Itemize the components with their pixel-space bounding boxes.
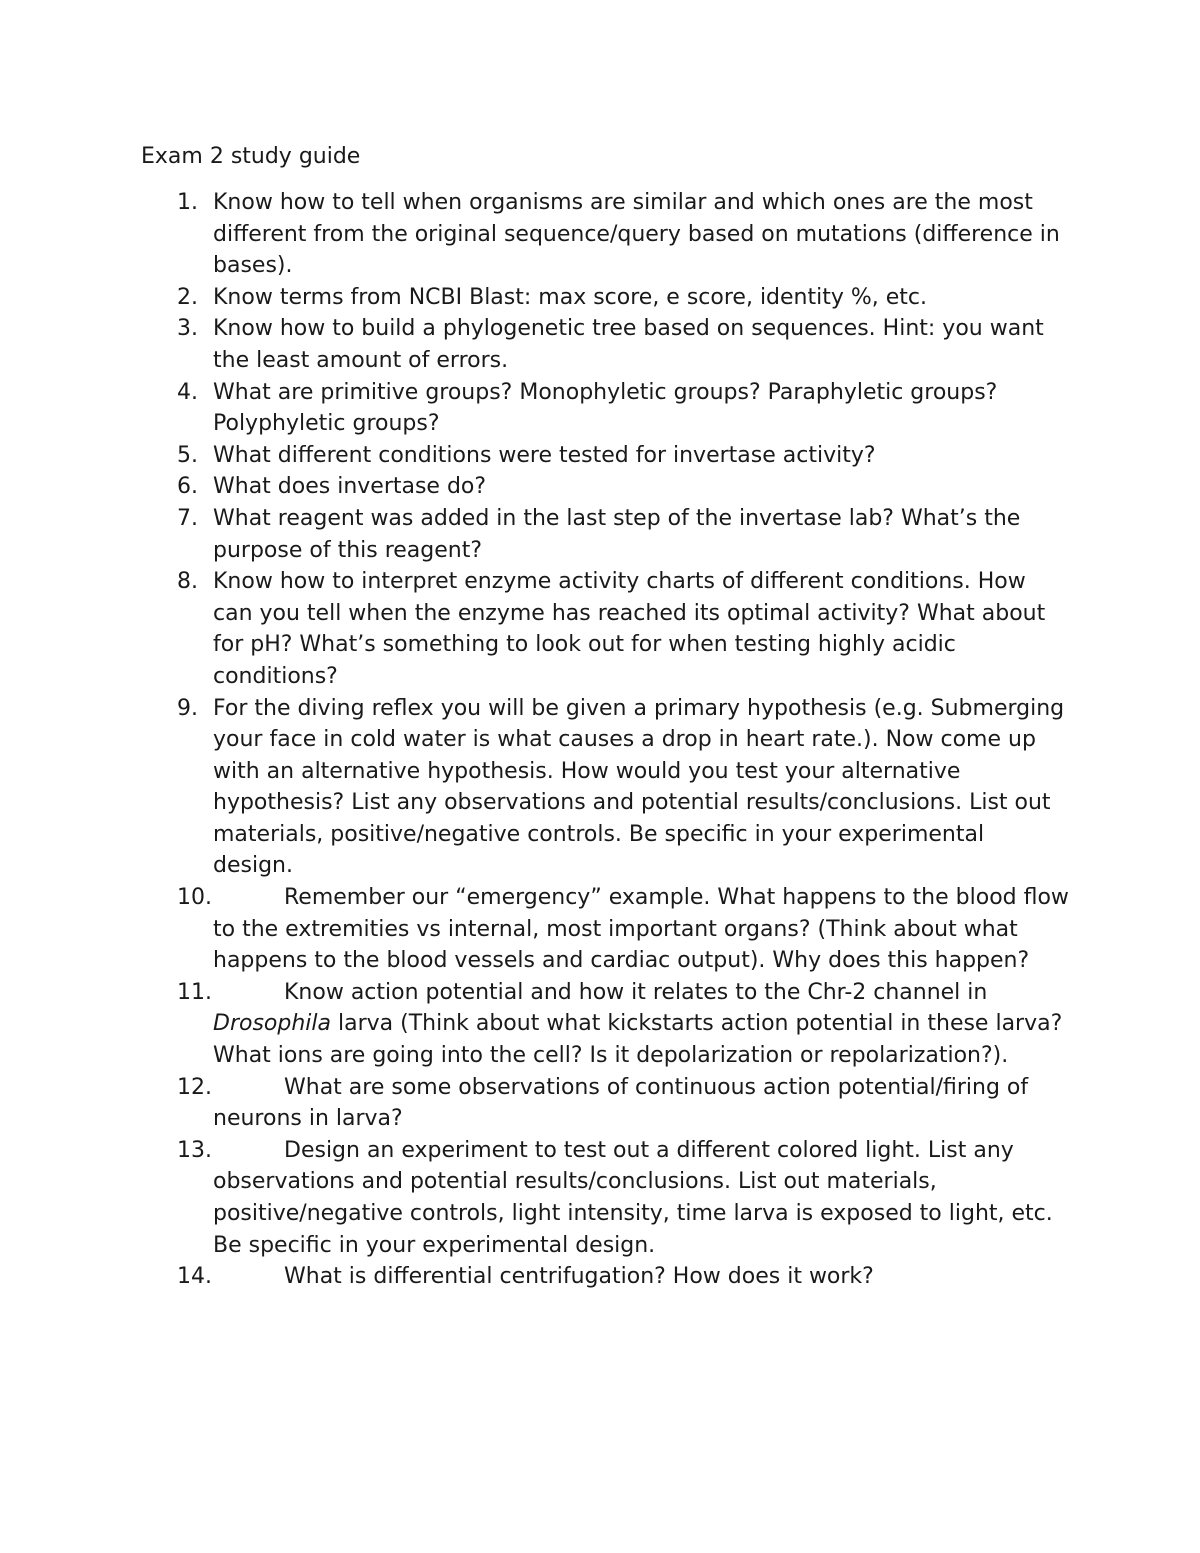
- list-item: [141, 566, 1071, 692]
- item-text-before: Know action potential and how it relates to the Chr-2 channel in: [284, 979, 988, 1005]
- list-item: [141, 1072, 1071, 1135]
- item-number: 3.: [177, 316, 198, 342]
- list-item: [141, 977, 1071, 1072]
- item-text: Design an experiment to test out a different colored light. List any observations and potential results/conclusions. List out materials, positive/negative controls, light intensity, time larva is exposed to light, etc. Be specific in your experimental design.: [213, 1137, 1053, 1258]
- list-item: [141, 282, 1071, 314]
- item-text-after: larva (Think about what kickstarts action potential in these larva? What ions are going into the cell? Is it depolarization or repolarization?).: [213, 1011, 1063, 1069]
- item-number: 4.: [177, 379, 198, 405]
- item-number: 8.: [177, 569, 198, 595]
- item-text: Know terms from NCBI Blast: max score, e score, identity %, etc.: [213, 284, 928, 310]
- list-item: [141, 313, 1071, 376]
- document-title: Exam 2 study guide: [141, 144, 361, 169]
- item-text: What reagent was added in the last step of the invertase lab? What’s the purpose of this reagent?: [213, 505, 1021, 563]
- item-text: What are some observations of continuous action potential/firing of neurons in larva?: [213, 1074, 1029, 1132]
- item-number: 5.: [177, 442, 198, 468]
- item-number: 9.: [177, 695, 198, 721]
- item-number: 6.: [177, 474, 198, 500]
- item-number: 2.: [177, 284, 198, 310]
- item-text: What does invertase do?: [213, 474, 487, 500]
- list-item: [141, 693, 1071, 883]
- list-item: [141, 503, 1071, 566]
- list-item: [141, 440, 1071, 472]
- list-item: [141, 187, 1071, 282]
- item-text: For the diving reflex you will be given a primary hypothesis (e.g. Submerging your face in cold water is what causes a drop in heart rate.). Now come up with an alternative hypothesis. How would you test your alternative hypothesis? List any observations and potential results/conclusions. List out materials, positive/negative controls. Be specific in your experimental design.: [213, 695, 1065, 879]
- item-text: Know how to interpret enzyme activity charts of different conditions. How can you tell when the enzyme has reached its optimal activity? What about for pH? What’s something to look out for when testing highly acidic conditions?: [213, 569, 1046, 689]
- study-guide-list: [141, 187, 1071, 1293]
- item-number: 10.: [177, 885, 212, 911]
- item-number: 14.: [177, 1264, 212, 1290]
- list-item: [141, 471, 1071, 503]
- item-text: What are primitive groups? Monophyletic groups? Paraphyletic groups? Polyphyletic groups?: [213, 379, 998, 437]
- list-item: [141, 1135, 1071, 1261]
- item-number: 1.: [177, 190, 198, 215]
- item-text: Know how to build a phylogenetic tree based on sequences. Hint: you want the least amount of errors.: [213, 316, 1044, 373]
- item-text: Know how to tell when organisms are similar and which ones are the most different from the original sequence/query based on mutations (difference in bases).: [213, 190, 1060, 279]
- item-number: 7.: [177, 505, 198, 531]
- item-number: 12.: [177, 1074, 212, 1100]
- list-item: [141, 1261, 1071, 1293]
- list-item: [141, 377, 1071, 440]
- list-item: [141, 882, 1071, 977]
- item-text: What is differential centrifugation? How does it work?: [284, 1264, 874, 1290]
- item-text-italic: Drosophila: [213, 1011, 331, 1037]
- item-text: Remember our “emergency” example. What happens to the blood flow to the extremities vs internal, most important organs? (Think about what happens to the blood vessels and cardiac output). Why does this happen?: [213, 885, 1069, 974]
- item-number: 13.: [177, 1137, 212, 1163]
- item-text: What different conditions were tested for invertase activity?: [213, 442, 876, 468]
- item-number: 11.: [177, 979, 212, 1005]
